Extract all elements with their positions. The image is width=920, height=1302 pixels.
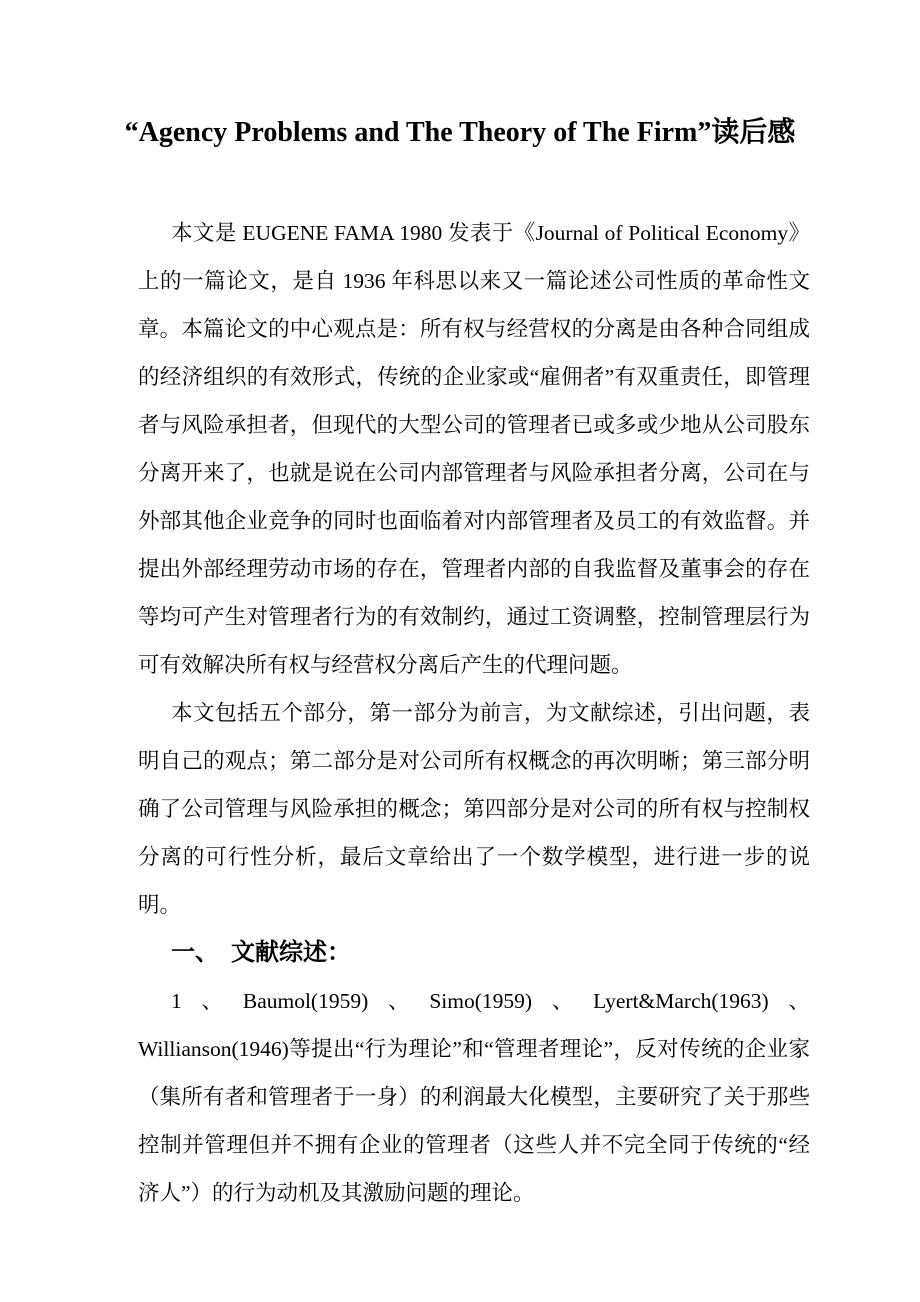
section-heading-literature-review: 一、 文献综述： [171,939,351,966]
paragraph-structure-overview: 本文包括五个部分，第一部分为前言，为文献综述，引出问题，表明自己的观点；第二部分是对公司所有权概念的再次明晰；第三部分明确了公司管理与风险承担的概念；第四部分是对公司的所有权与控制权分离的可行性分析，最后文章给出了一个数学模型，进行进一步的说明。 [138,701,810,917]
document-title: “Agency Problems and The Theory of The Firm”读后感 [124,117,796,148]
paragraph-literature-review-item-1: 1、Baumol(1959)、Simo(1959)、Lyert&March(1963)、Willianson(1946)等提出“行为理论”和“管理者理论”，反对传统的企业家（集所有者和管理者于一身）的利润最大化模型，主要研究了关于那些控制并管理但并不拥有企业的管理者（这些人并不完全同于传统的“经济人”）的行为动机及其激励问题的理论。 [138,989,810,1205]
paragraph-summary: 本文是 EUGENE FAMA 1980 发表于《Journal of Political Economy》上的一篇论文，是自 1936 年科思以来又一篇论述公司性质的革命性文章。本篇论文的中心观点是：所有权与经营权的分离是由各种合同组成的经济组织的有效形式，传统的企业家或“雇佣者”有双重责任，即管理者与风险承担者，但现代的大型公司的管理者已或多或少地从公司股东分离开来了，也就是说在公司内部管理者与风险承担者分离，公司在与外部其他企业竞争的同时也面临着对内部管理者及员工的有效监督。并提出外部经理劳动市场的存在，管理者内部的自我监督及董事会的存在等均可产生对管理者行为的有效制约，通过工资调整，控制管理层行为可有效解决所有权与经营权分离后产生的代理问题。 [138,221,810,677]
